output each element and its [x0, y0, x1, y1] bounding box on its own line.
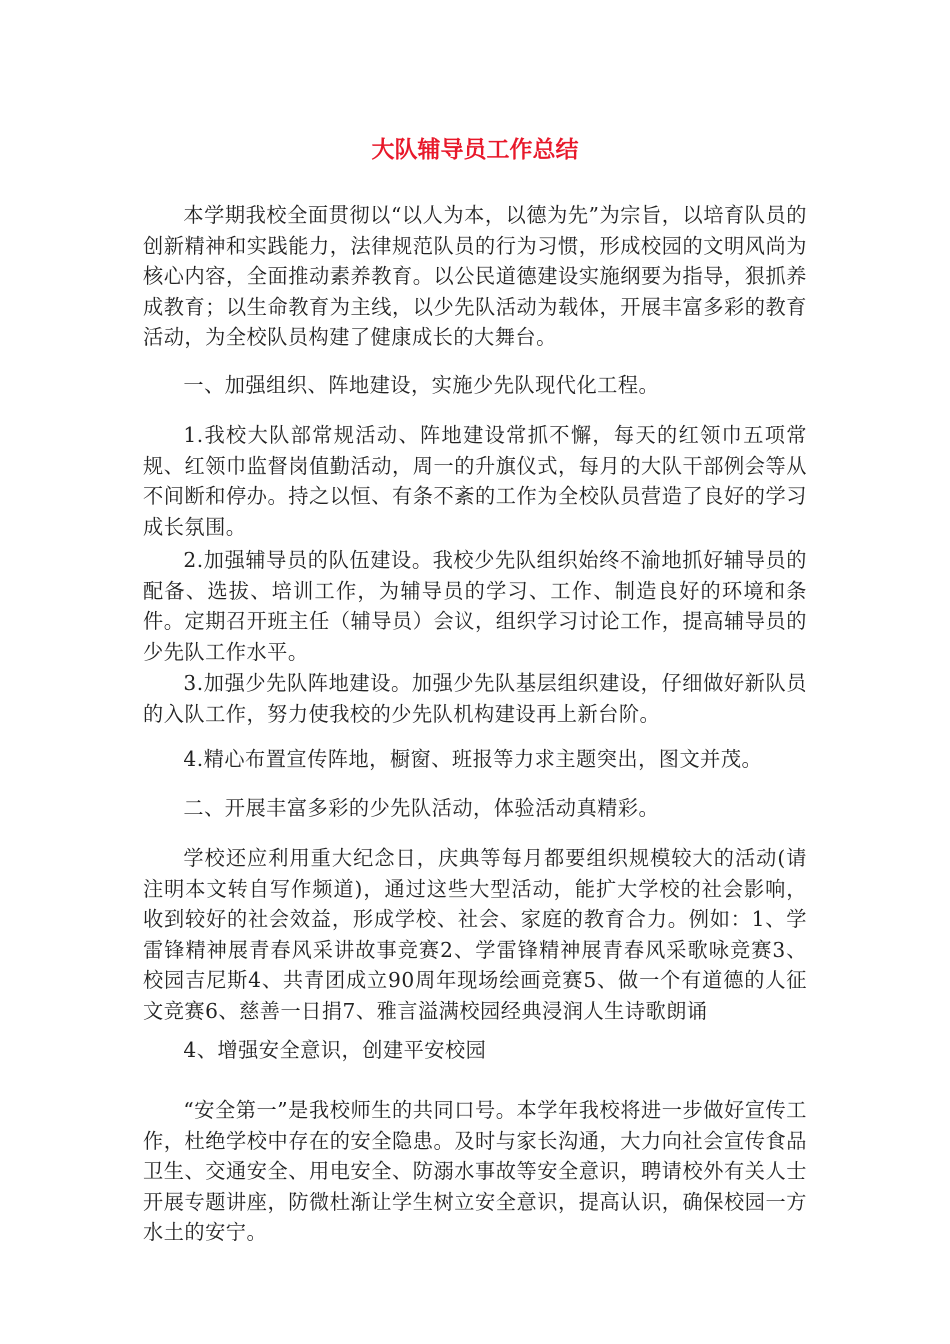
item-paragraph-4: 4.精心布置宣传阵地，橱窗、班报等力求主题突出，图文并茂。 — [183, 747, 763, 771]
section-heading-2: 二、开展丰富多彩的少先队活动，体验活动真精彩。 — [183, 796, 660, 820]
item-paragraph-2: 2.加强辅导员的队伍建设。我校少先队组织始终不渝地抓好辅导员的配备、选拔、培训工作，为辅导员的学习、工作、制造良好的环境和条件。定期召开班主任（辅导员）会议，组织学习讨论工作，提高辅导员的少先队工作水平。 — [143, 548, 807, 664]
item-paragraph-3: 3.加强少先队阵地建设。加强少先队基层组织建设，仔细做好新队员的入队工作，努力使我校的少先队机构建设再上新台阶。 — [143, 671, 807, 726]
activities-paragraph: 学校还应利用重大纪念日，庆典等每月都要组织规模较大的活动(请注明本文转自写作频道)，通过这些大型活动，能扩大学校的社会影响，收到较好的社会效益，形成学校、社会、家庭的教育合力。例如：1、学雷锋精神展青春风采讲故事竞赛2、学雷锋精神展青春风采歌咏竞赛3、校园吉尼斯4、共青团成立90周年现场绘画竞赛5、做一个有道德的人征文竞赛6、慈善一日捐7、雅言溢满校园经典浸润人生诗歌朗诵 — [143, 846, 807, 1023]
section-heading-4: 4、增强安全意识，创建平安校园 — [183, 1038, 487, 1062]
item-paragraph-1: 1.我校大队部常规活动、阵地建设常抓不懈，每天的红领巾五项常规、红领巾监督岗值勤活动，周一的升旗仪式，每月的大队干部例会等从不间断和停办。持之以恒、有条不紊的工作为全校队员营造了良好的学习成长氛围。 — [143, 423, 807, 539]
section-heading-1: 一、加强组织、阵地建设，实施少先队现代化工程。 — [183, 373, 660, 397]
safety-paragraph: “安全第一”是我校师生的共同口号。本学年我校将进一步做好宣传工作，杜绝学校中存在的安全隐患。及时与家长沟通，大力向社会宣传食品卫生、交通安全、用电安全、防溺水事故等安全意识，聘请校外有关人士开展专题讲座，防微杜渐让学生树立安全意识，提高认识，确保校园一方水土的安宁。 — [143, 1098, 807, 1244]
document-title: 大队辅导员工作总结 — [371, 137, 579, 163]
intro-paragraph: 本学期我校全面贯彻以“以人为本，以德为先”为宗旨，以培育队员的创新精神和实践能力，法律规范队员的行为习惯，形成校园的文明风尚为核心内容，全面推动素养教育。以公民道德建设实施纲要为指导，狠抓养成教育；以生命教育为主线，以少先队活动为载体，开展丰富多彩的教育活动，为全校队员构建了健康成长的大舞台。 — [143, 203, 807, 349]
